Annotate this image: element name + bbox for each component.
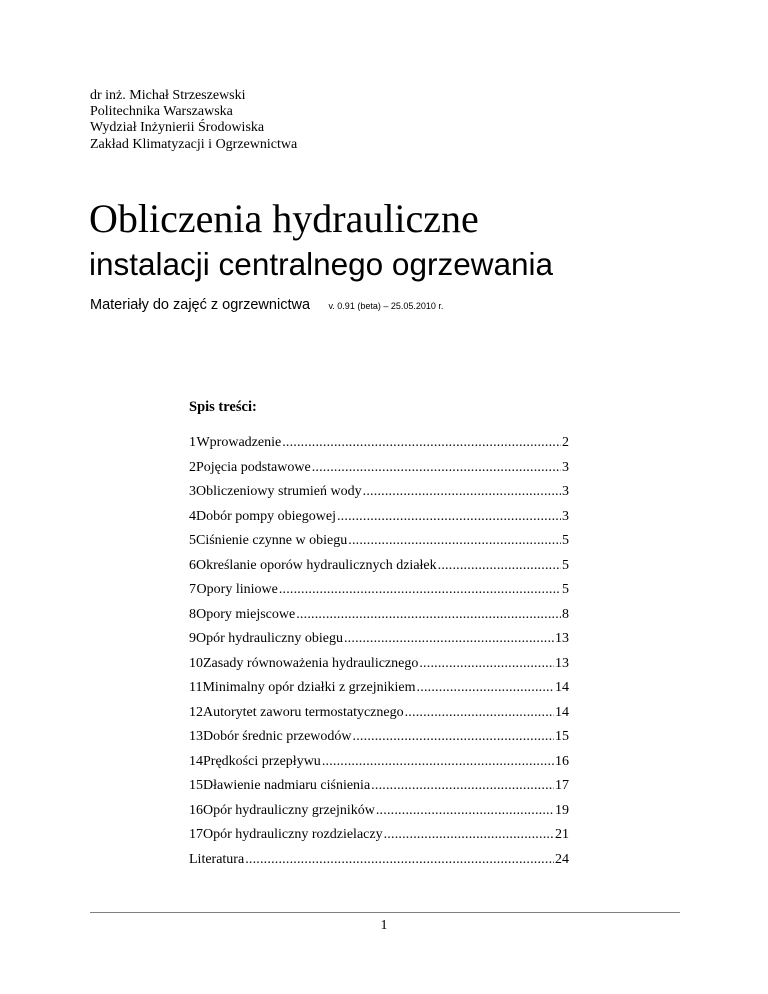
toc-dot-leader — [419, 655, 554, 673]
toc-entry[interactable] — [189, 459, 569, 484]
toc-entry-label: Dobór średnic przewodów — [203, 729, 352, 744]
author-name: dr inż. Michał Strzeszewski — [90, 88, 246, 103]
toc-entry-number: 12 — [189, 704, 203, 720]
toc-entry-page: 13 — [555, 655, 569, 671]
toc-entry-page: 17 — [555, 778, 569, 793]
toc-dot-leader — [438, 557, 561, 575]
toc-entry-label: Opory liniowe — [196, 582, 278, 597]
toc-entry-page: 14 — [555, 704, 569, 720]
toc-entry-page: 5 — [562, 533, 569, 548]
toc-entry-page: 3 — [562, 459, 569, 475]
toc-dot-leader — [353, 728, 554, 746]
toc-entry-label: Minimalny opór działki z grzejnikiem — [202, 680, 416, 695]
toc-entry-page: 15 — [555, 729, 569, 744]
toc-entry-number: 6 — [189, 557, 196, 573]
toc-entry-page: 3 — [562, 484, 569, 499]
toc-dot-leader — [376, 802, 554, 820]
footer-divider — [90, 912, 680, 913]
toc-entry[interactable] — [189, 777, 569, 802]
toc-entry[interactable] — [189, 557, 569, 582]
toc-entry-number: 11 — [189, 680, 203, 695]
toc-entry[interactable] — [189, 532, 569, 557]
document-title-continued: instalacji centralnego ogrzewania — [89, 246, 554, 282]
toc-entry[interactable] — [189, 679, 569, 704]
toc-entry-number: 3 — [189, 484, 196, 499]
toc-entry-page: 13 — [555, 631, 569, 646]
toc-entry-page: 2 — [562, 435, 569, 450]
toc-dot-leader — [245, 851, 554, 869]
toc-dot-leader — [371, 777, 554, 795]
toc-entry-number: 1 — [189, 435, 196, 450]
toc-entry[interactable] — [189, 753, 569, 778]
toc-entry-label: Obliczeniowy strumień wody — [196, 484, 362, 499]
subtitle-row — [90, 296, 443, 314]
toc-entry-number: 16 — [189, 802, 203, 818]
toc-entry-page: 24 — [555, 851, 569, 867]
toc-entry-label: Autorytet zaworu termostatycznego — [203, 704, 404, 720]
toc-list — [189, 434, 569, 875]
toc-entry-number: 7 — [189, 582, 196, 597]
toc-dot-leader — [384, 826, 554, 844]
toc-entry-label: Wprowadzenie — [196, 435, 282, 450]
toc-entry[interactable] — [189, 802, 569, 827]
author-university: Politechnika Warszawska — [90, 104, 233, 120]
toc-dot-leader — [417, 679, 554, 697]
toc-dot-leader — [405, 704, 554, 722]
table-of-contents — [189, 398, 569, 875]
document-subtitle: Materiały do zajęć z ogrzewnictwa — [90, 297, 311, 313]
toc-entry-page: 21 — [555, 827, 569, 842]
toc-entry-page: 5 — [562, 582, 569, 597]
toc-dot-leader — [282, 434, 561, 452]
toc-dot-leader — [296, 606, 561, 624]
toc-dot-leader — [322, 753, 554, 771]
toc-entry-page: 8 — [562, 606, 569, 622]
toc-entry[interactable] — [189, 508, 569, 533]
toc-entry[interactable] — [189, 851, 569, 876]
toc-entry-number: 17 — [189, 827, 203, 842]
toc-entry-number: 14 — [189, 753, 203, 769]
toc-entry-page: 19 — [555, 802, 569, 818]
toc-dot-leader — [363, 483, 561, 501]
toc-dot-leader — [279, 581, 561, 599]
toc-entry-number: 2 — [189, 459, 196, 475]
toc-entry[interactable] — [189, 728, 569, 753]
toc-entry-number: 10 — [189, 655, 203, 671]
toc-entry-label: Ciśnienie czynne w obiegu — [196, 533, 348, 548]
toc-entry-label: Opór hydrauliczny grzejników — [203, 802, 375, 818]
toc-entry-number: 15 — [189, 778, 203, 793]
toc-entry[interactable] — [189, 704, 569, 729]
toc-entry[interactable] — [189, 630, 569, 655]
toc-entry-number: 8 — [189, 606, 196, 622]
toc-entry[interactable] — [189, 826, 569, 851]
toc-entry-page: 14 — [555, 680, 569, 695]
toc-entry-label: Opór hydrauliczny obiegu — [196, 631, 343, 646]
toc-entry-page: 5 — [562, 557, 569, 573]
toc-entry-label: Literatura — [189, 851, 245, 867]
author-block — [90, 88, 297, 153]
toc-dot-leader — [337, 508, 561, 526]
toc-dot-leader — [312, 459, 561, 477]
toc-dot-leader — [348, 532, 561, 550]
version-info: v. 0.91 (beta) – 25.05.2010 r. — [328, 301, 444, 311]
toc-entry-label: Opory miejscowe — [196, 606, 296, 622]
toc-entry[interactable] — [189, 606, 569, 631]
author-department: Zakład Klimatyzacji i Ogrzewnictwa — [90, 136, 298, 152]
toc-entry-number: 13 — [189, 729, 203, 744]
page-number: 1 — [380, 918, 388, 933]
toc-entry-number: 4 — [189, 508, 196, 524]
toc-entry-label: Dławienie nadmiaru ciśnienia — [203, 778, 371, 793]
toc-entry-page: 3 — [562, 508, 569, 524]
toc-entry[interactable] — [189, 483, 569, 508]
toc-dot-leader — [344, 630, 554, 648]
toc-entry[interactable] — [189, 434, 569, 459]
toc-entry-page: 16 — [555, 753, 569, 769]
toc-heading: Spis treści: — [189, 399, 257, 415]
toc-entry-label: Prędkości przepływu — [203, 753, 321, 769]
toc-entry[interactable] — [189, 655, 569, 680]
toc-entry-label: Określanie oporów hydraulicznych działek — [196, 557, 437, 573]
toc-entry-label: Pojęcia podstawowe — [196, 459, 311, 475]
toc-entry-label: Opór hydrauliczny rozdzielaczy — [203, 827, 383, 842]
author-faculty: Wydział Inżynierii Środowiska — [90, 120, 265, 136]
toc-entry-number: 5 — [189, 533, 196, 548]
document-title: Obliczenia hydrauliczne — [89, 196, 479, 241]
toc-entry-label: Zasady równoważenia hydraulicznego — [203, 655, 419, 671]
toc-entry-number: 9 — [189, 631, 196, 646]
toc-entry[interactable] — [189, 581, 569, 606]
toc-entry-label: Dobór pompy obiegowej — [196, 508, 336, 524]
